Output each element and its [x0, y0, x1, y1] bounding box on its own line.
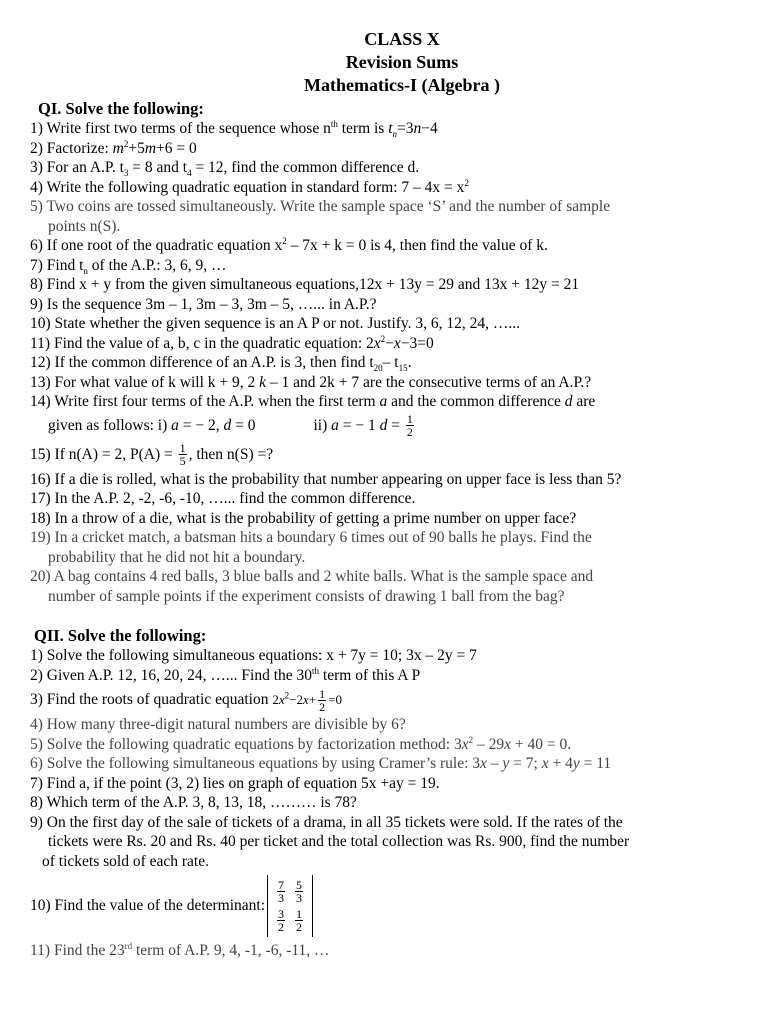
q2-8: 8) Which term of the A.P. 3, 8, 13, 18, ……… is 78? — [30, 794, 357, 811]
q1-10: 10) State whether the given sequence is an A P or not. Justify. 3, 6, 12, 24, …... — [30, 315, 521, 332]
det-a21: 3 2 — [278, 907, 285, 934]
q2-9: 9) On the first day of the sale of tickets of a drama, in all 35 tickets were sold. If the rates of the — [30, 813, 623, 831]
q2-9-cont2: of tickets sold of each rate. — [42, 852, 209, 870]
q1-12: 12) If the common difference of an A.P. is 3, then find $t_{20}-$ $t_{15}$. — [30, 354, 412, 374]
determinant — [267, 875, 313, 937]
q1-9: 9) Is the sequence 3m – 1, 3m – 3, 3m – 5, …... in A.P.? — [30, 295, 377, 313]
q1-13: 13) For what value of k will k + 9, 2 k – 1 and 2k + 7 are the consecutive terms of an A.P.? — [30, 373, 592, 391]
q2-9-cont: tickets were Rs. 20 and Rs. 40 per ticket and the total collection was Rs. 900, find the number — [48, 833, 630, 850]
fraction-one-half: $\frac{1}{2}$ — [406, 412, 413, 440]
fraction-one-half-q3: $\frac{1}{2}$ — [319, 686, 326, 714]
q2-4: 4) How many three-digit natural numbers are divisible by 6? — [30, 716, 406, 733]
section-two-heading: QII. Solve the following: — [34, 626, 207, 645]
q1-5-cont: points n(S). — [48, 217, 121, 235]
q1-15: 15) If n(A) = 2, P(A) = $\frac{1}{5}$ , then n(S) =? — [30, 441, 274, 469]
q1-19-cont: probability that he did not hit a boundary. — [48, 548, 306, 566]
q1-8: 8) Find x + y from the given simultaneous equations,12x + 13y = 29 and 13x + 12y = 21 — [30, 276, 580, 293]
q1-20-cont: number of sample points if the experiment consists of drawing 1 ball from the bag? — [48, 587, 565, 605]
revision-title: Revision Sums — [345, 52, 459, 72]
q2-2: 2) Given A.P. 12, 16, 20, 24, …... Find the 30th term of this A P — [30, 665, 421, 684]
q1-4: 4) Write the following quadratic equation in standard form: $7 - 4x = x^2$ — [30, 177, 469, 196]
subject-title: Mathematics-I (Algebra ) — [304, 75, 500, 95]
q2-11: 11) Find the 23rd term of A.P. 9, 4, -1, -6, -11, … — [30, 940, 330, 959]
section-one-heading: QI. Solve the following: — [38, 99, 204, 118]
q1-6: 6) If one root of the quadratic equation $x^2 - 7x + k = 0$ is 4, then find the value of k. — [30, 235, 548, 254]
q1-18: 18) In a throw of a die, what is the probability of getting a prime number on upper face? — [30, 509, 577, 527]
q1-14-cont: given as follows: i) a = − 2, d = 0 ii) a = − 1 d = $\frac{1}{2}$ — [48, 412, 413, 440]
q1-17: 17) In the A.P. 2, -2, -6, -10, …... find the common difference. — [30, 490, 416, 507]
det-a22: 1 2 — [296, 907, 303, 934]
det-a12: 5 3 — [296, 878, 303, 905]
q2-5: 5) Solve the following quadratic equations by factorization method: $3x^2 - 29x + 40 = 0$. — [30, 734, 572, 753]
q1-16: 16) If a die is rolled, what is the probability that number appearing on upper face is less than 5? — [30, 470, 622, 488]
q1-5: 5) Two coins are tossed simultaneously. Write the sample space ‘S’ and the number of sample — [30, 198, 611, 215]
q2-1: 1) Solve the following simultaneous equations: x + 7y = 10; 3x – 2y = 7 — [30, 647, 477, 664]
q1-1: 1) Write first two terms of the sequence whose $n^{th}$ term is $t_n=3n-4$ — [30, 118, 438, 140]
q1-20: 20) A bag contains 4 red balls, 3 blue balls and 2 white balls. What is the sample space and — [30, 568, 594, 585]
class-title: CLASS X — [364, 29, 440, 49]
q1-3: 3) For an A.P. $t_3 = 8$ and $t_4 = 12$, find the common difference d. — [30, 159, 420, 179]
q2-3: 3) Find the roots of quadratic equation $2x^2-2x+$ $\frac{1}{2}$ =0 — [30, 686, 342, 714]
q1-2: 2) Factorize: $m^2+5m+6 = 0$ — [30, 138, 197, 157]
q2-7: 7) Find a, if the point (3, 2) lies on graph of equation 5x +ay = 19. — [30, 774, 440, 792]
q2-6: 6) Solve the following simultaneous equations by using Cramer’s rule: 3x – y = 7; x + 4y = 11 — [30, 755, 612, 772]
q1-19: 19) In a cricket match, a batsman hits a boundary 6 times out of 90 balls he plays. Find the — [30, 529, 592, 546]
det-a11: 7 3 — [278, 878, 285, 905]
fraction-one-fifth: $\frac{1}{5}$ — [179, 441, 186, 469]
q1-7: 7) Find $t_n$ of the A.P.: 3, 6, 9, … — [30, 256, 227, 276]
q2-10: 10) Find the value of the determinant: 7 3 3 2 5 3 1 2 — [30, 875, 744, 937]
q1-14: 14) Write first four terms of the A.P. when the first term a and the common difference d are — [30, 393, 596, 410]
q1-11: 11) Find the value of a, b, c in the quadratic equation: $2x^2-x-3=0$ — [30, 333, 434, 352]
